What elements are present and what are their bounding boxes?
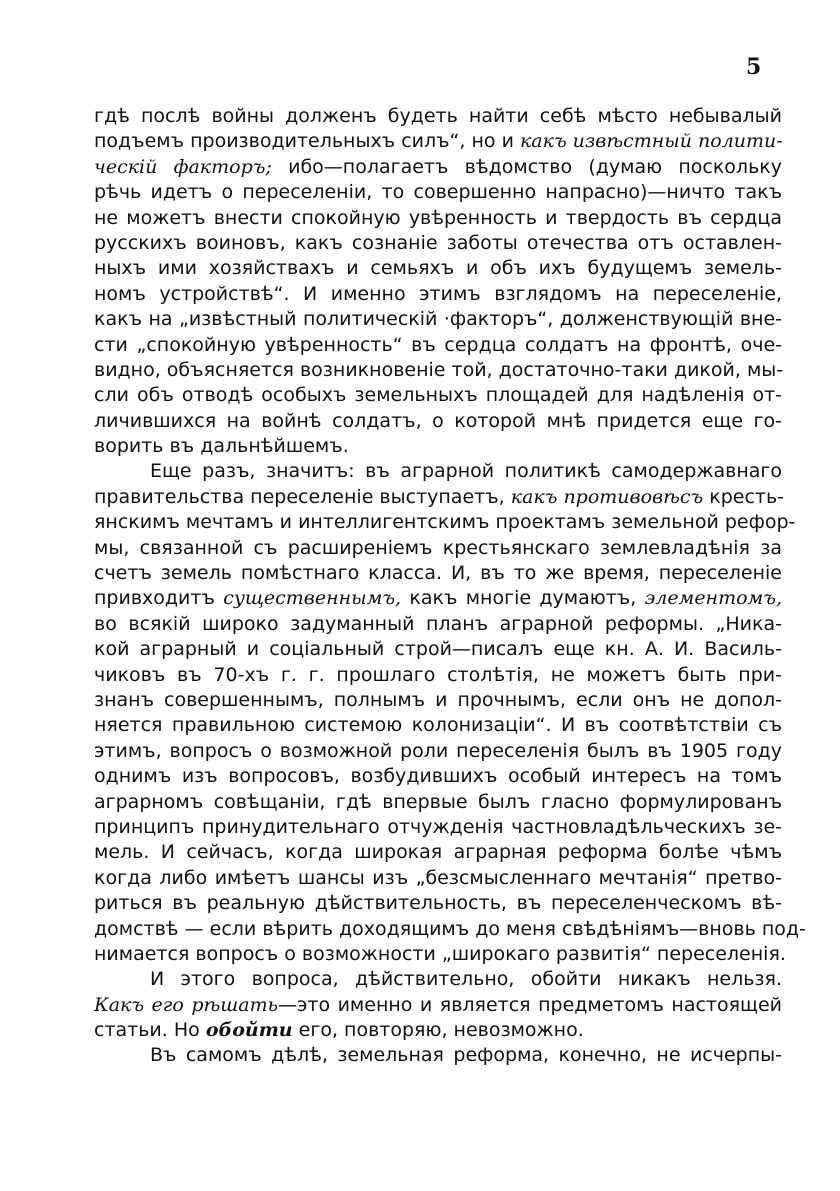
text-segment: няется правильною системою колонизаціи“. И въ соотвѣтствіи съ [94, 714, 782, 737]
text-segment: номъ устройствѣ“. И именно этимъ взглядомъ на переселеніе, [94, 282, 782, 305]
text-line [94, 383, 782, 408]
text-segment: Въ самомъ дѣлѣ, земельная реформа, конечно, не исчерпы- [150, 1044, 782, 1067]
text-segment: чиковъ въ 70-хъ г. г. прошлаго столѣтія, не можетъ быть при- [94, 663, 782, 686]
text-segment: мель. И сейчасъ, когда широкая аграрная реформа болѣе чѣмъ [94, 841, 782, 864]
text-segment: домствѣ — если вѣрить доходящимъ до меня свѣдѣніямъ—вновь под- [94, 917, 806, 940]
text-line [94, 282, 782, 307]
text-line [94, 333, 782, 358]
text-line [94, 586, 782, 611]
text-segment: гдѣ послѣ войны долженъ будеть найти себѣ мѣсто небывалый [94, 105, 782, 127]
text-segment: правительства переселеніе выступаетъ, [94, 485, 511, 508]
emphasized-text: ческій факторъ; [94, 155, 272, 178]
text-line [94, 510, 796, 535]
text-line [94, 409, 782, 434]
text-line [94, 104, 782, 129]
emphasized-text: обойти [205, 1019, 293, 1042]
text-line [94, 917, 806, 942]
text-segment: какъ многіе думаютъ, [401, 587, 645, 610]
text-segment: сти „спокойную увѣренность“ въ сердца солдатъ на фронтѣ, оче- [94, 333, 782, 356]
text-line [94, 866, 782, 891]
text-line [94, 256, 782, 281]
text-line [94, 840, 782, 865]
text-segment: статьи. Но [94, 1019, 206, 1042]
text-line [94, 1043, 782, 1068]
text-segment: рѣчь идетъ о переселеніи, то совершенно напрасно)—ничто такъ [94, 181, 782, 204]
text-line [94, 688, 782, 713]
text-segment: подъемъ производительныхъ силъ“, но и [94, 130, 520, 153]
emphasized-text: какъ противовѣсъ [510, 485, 704, 508]
text-segment: когда либо имѣетъ шансы изъ „безсмысленнаго мечтанія“ претво- [94, 866, 782, 889]
text-segment: этимъ, вопросъ о возможной роли переселенія былъ въ 1905 году [94, 739, 782, 762]
text-line [94, 180, 782, 205]
text-segment: какъ на „извѣстный политическій ·факторъ“, долженствующій вне- [94, 308, 782, 331]
text-segment: его, повторяю, невозможно. [292, 1019, 584, 1042]
text-segment: янскимъ мечтамъ и интеллигентскимъ проектамъ земельной рефор- [94, 511, 796, 534]
text-line [94, 637, 782, 662]
text-line [94, 307, 782, 332]
text-segment: принципъ принудительнаго отчужденія частновладѣльческихъ зе- [94, 815, 782, 838]
text-segment: привходитъ [94, 587, 224, 610]
text-segment: Еще разъ, значитъ: въ аграрной политикѣ самодержавнаго [150, 460, 782, 483]
text-segment: —это именно и является предметомъ настоящей [277, 993, 782, 1016]
text-line [94, 612, 782, 637]
text-line [94, 129, 782, 154]
text-line [94, 434, 782, 459]
text-segment: ибо—полагаетъ вѣдомство (думаю поскольку [271, 155, 782, 178]
text-line [94, 967, 782, 992]
text-line [94, 942, 786, 967]
text-segment: мы, связанной съ расширеніемъ крестьянскаго землевладѣнія за [94, 536, 782, 559]
text-line [94, 459, 782, 484]
text-line [94, 231, 782, 256]
text-line [94, 1018, 782, 1043]
text-line [94, 815, 782, 840]
text-line [94, 993, 782, 1018]
emphasized-text: какъ извѣстный полити- [519, 130, 783, 153]
text-segment: риться въ реальную дѣйствительность, въ переселенческомъ вѣ- [94, 892, 782, 915]
text-segment: личившихся на войнѣ солдатъ, о которой мнѣ придется еще го- [94, 409, 782, 432]
text-line [94, 713, 782, 738]
text-segment: кой аграрный и соціальный строй—писалъ еще кн. А. И. Василь- [94, 638, 782, 661]
text-line [94, 790, 782, 815]
text-segment: ныхъ ими хозяйствахъ и семьяхъ и объ ихъ будущемъ земель- [94, 257, 782, 280]
text-line [94, 206, 782, 231]
text-line [94, 891, 782, 916]
text-line [94, 561, 782, 586]
text-line [94, 739, 782, 764]
text-segment: видно, объясняется возникновеніе той, достаточно-таки дикой, мы- [94, 358, 784, 381]
text-segment: счетъ земель помѣстнаго класса. И, въ то же время, переселеніе [94, 562, 782, 585]
text-segment: во всякій широко задуманный планъ аграрной реформы. „Ника- [94, 612, 782, 635]
text-segment: знанъ совершеннымъ, полнымъ и прочнымъ, если онъ не допол- [94, 688, 782, 711]
emphasized-text: элементомъ, [644, 587, 782, 610]
body-text [94, 104, 806, 1069]
text-segment: нимается вопросъ о возможности „широкаго развитія“ переселенія. [94, 942, 786, 965]
text-segment: однимъ изъ вопросовъ, возбудившихъ особый интересъ на томъ [94, 765, 782, 788]
text-line [94, 536, 782, 561]
emphasized-text: существеннымъ, [223, 587, 402, 610]
page-number: 5 [746, 54, 762, 80]
text-line [94, 764, 782, 789]
text-line [94, 155, 782, 180]
text-line [94, 485, 785, 510]
text-segment: аграрномъ совѣщаніи, гдѣ впервые былъ гласно формулированъ [94, 790, 782, 813]
text-segment: русскихъ воиновъ, какъ сознаніе заботы отечества отъ оставлен- [94, 231, 782, 254]
emphasized-text: Какъ его рѣшать [94, 993, 278, 1016]
text-segment: сли объ отводѣ особыхъ земельныхъ площадей для надѣленія от- [94, 384, 782, 407]
text-line [94, 663, 782, 688]
text-line [94, 358, 782, 383]
text-segment: ворить въ дальнѣйшемъ. [94, 435, 349, 458]
text-segment: И этого вопроса, дѣйствительно, обойти никакъ нельзя. [150, 968, 782, 991]
text-segment: кресть- [703, 485, 785, 508]
text-segment: не можетъ внести спокойную увѣренность и твердость въ сердца [94, 206, 782, 229]
